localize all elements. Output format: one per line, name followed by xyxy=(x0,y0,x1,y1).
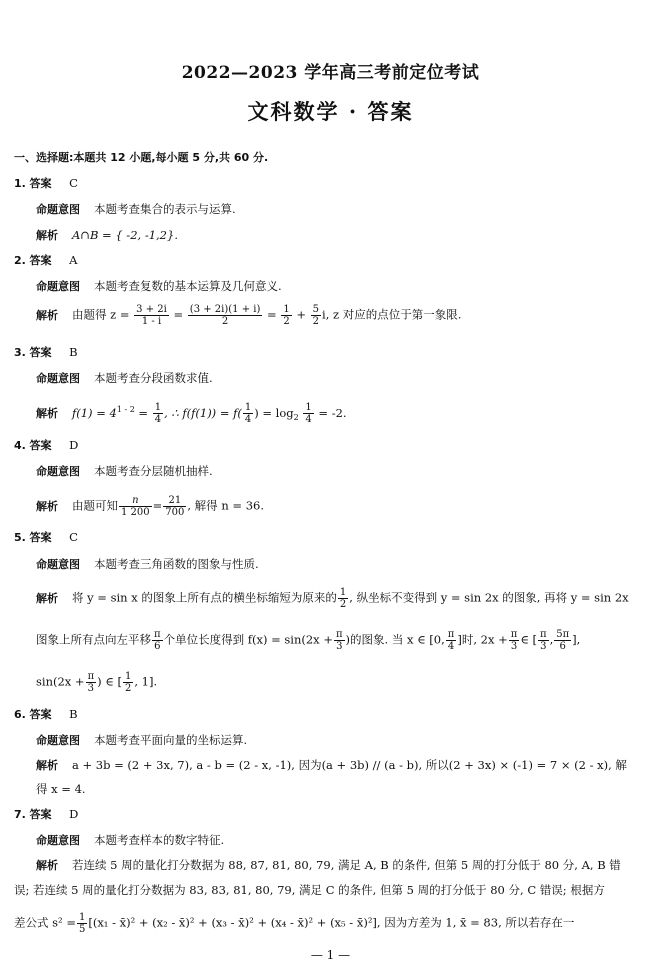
question-7-analysis-line-2: 误; 若连续 5 周的量化打分数据为 83, 83, 81, 80, 79, 满足 C 的条件, 但第 5 周的打分低于 80 分, C 错误; 根据方 xyxy=(14,883,605,897)
question-3-intent: 命题意图 本题考查分段函数求值. xyxy=(36,371,213,385)
question-1-analysis: 解析 A∩B = { -2, -1,2}. xyxy=(36,228,178,242)
question-6-intent: 命题意图 本题考查平面向量的坐标运算. xyxy=(36,733,248,747)
fraction: $\frac{3 + 2i}{1 - i}$ xyxy=(136,304,167,327)
question-5-analysis-line-1: 解析 将 y = sin x 的图象上所有点的横坐标缩短为原来的 $\frac{1}{2}$ , 纵坐标不变得到 y = sin 2x 的图象, 再将 y = sin 2x xyxy=(36,587,629,610)
fraction: $\frac{1}{2}$ xyxy=(283,304,290,327)
question-7-answer-line: 7. 答案 D xyxy=(14,807,79,821)
question-2-intent: 命题意图 本题考查复数的基本运算及几何意义. xyxy=(36,279,282,293)
question-7-intent: 命题意图 本题考查样本的数字特征. xyxy=(36,833,225,847)
answer-label: 答案 xyxy=(29,177,52,190)
page-subtitle: 文科数学 · 答案 xyxy=(247,99,414,124)
fraction: $\frac{(3 + 2i)(1 + i)}{2}$ xyxy=(189,304,261,327)
question-3-analysis: 解析 $f(1) = 4^{1 - 2}$ = $\frac{1}{4}$ , ∴ f(f(1)) = f( $\frac{1}{4}$ ) = $\log_2$ $\frac{1}{4}$ = -2. xyxy=(36,402,347,426)
fraction: $\frac{1}{4}$ xyxy=(305,402,312,426)
question-2-analysis: 解析 由题得 z = $\frac{3 + 2i}{1 - i}$ = $\frac{(3 + 2i)(1 + i)}{2}$ = $\frac{1}{2}$ + $\frac{5}{2}$ i, z 对应的点位于第一象限. xyxy=(36,304,462,327)
question-1-answer-line: 1. 答案 C xyxy=(14,176,78,190)
fraction: $\frac{\pi}{3}$ xyxy=(87,671,95,694)
question-6-analysis-line-2: 得 x = 4. xyxy=(36,782,86,796)
fraction: $\frac{n}{1 200}$ xyxy=(121,495,150,518)
question-5-answer-line: 5. 答案 C xyxy=(14,530,78,544)
fraction: $\frac{5}{2}$ xyxy=(312,304,320,327)
question-7-analysis-line-3: 差公式 s² = $\frac{1}{5}$ [(x₁ - x̄)² + (x₂ - x̄)² + (x₃ - x̄)² + (x₄ - x̄)² + (x₅ - x̄)²], 因为方差为 1, x̄ = 83, 所以若存在一 xyxy=(14,912,575,935)
question-2-answer-line: 2. 答案 A xyxy=(14,253,78,267)
question-5-analysis-line-3: sin(2x + $\frac{\pi}{3}$ ) ∈ [ $\frac{1}{2}$ , 1]. xyxy=(36,671,158,694)
fraction: $\frac{\pi}{4}$ xyxy=(447,629,455,652)
fraction: $\frac{\pi}{6}$ xyxy=(154,629,161,652)
fraction: $\frac{\pi}{3}$ xyxy=(540,629,547,652)
fraction: $\frac{\pi}{3}$ xyxy=(510,629,518,652)
question-3-answer-line: 3. 答案 B xyxy=(14,345,78,359)
fraction: $\frac{1}{2}$ xyxy=(124,671,132,694)
fraction: $\frac{1}{4}$ xyxy=(244,402,252,426)
question-6-analysis-line-1: 解析 a + 3b = (2 + 3x, 7), a - b = (2 - x, -1), 因为(a + 3b) // (a - b), 所以(2 + 3x) × (-1) = 7 × (2 - x), 解 xyxy=(36,758,627,772)
question-5-analysis-line-2: 图象上所有点向左平移 $\frac{\pi}{6}$ 个单位长度得到 f(x) = sin(2x + $\frac{\pi}{3}$ )的图象. 当 x ∈ [0, $\frac{\pi}{4}$ ]时, 2x + $\frac{\pi}{3}$ ∈ [ $\frac{\pi}{3}$ , $\frac{5\pi}{6}$ ], xyxy=(36,629,581,652)
question-4-intent: 命题意图 本题考查分层随机抽样. xyxy=(36,464,213,478)
page-number: — 1 — xyxy=(310,948,351,962)
fraction: $\frac{1}{2}$ xyxy=(339,587,347,610)
question-1-intent: 命题意图 本题考查集合的表示与运算. xyxy=(36,202,236,216)
fraction: $\frac{21}{700}$ xyxy=(165,495,185,518)
section-heading: 一、选择题:本题共 12 小题,每小题 5 分,共 60 分. xyxy=(14,151,269,164)
question-4-answer-line: 4. 答案 D xyxy=(14,438,79,452)
question-7-analysis-line-1: 解析 若连续 5 周的量化打分数据为 88, 87, 81, 80, 79, 满足 A, B 的条件, 但第 5 周的打分低于 80 分, A, B 错 xyxy=(36,858,621,872)
answer-value: C xyxy=(69,176,78,190)
question-5-intent: 命题意图 本题考查三角函数的图象与性质. xyxy=(36,557,259,571)
question-4-analysis: 解析 由题可知 $\frac{n}{1 200}$ = $\frac{21}{700}$ , 解得 n = 36. xyxy=(36,495,264,518)
fraction: $\frac{1}{5}$ xyxy=(78,912,86,935)
page-title: 2022—2023 学年高三考前定位考试 xyxy=(181,63,480,83)
question-6-answer-line: 6. 答案 B xyxy=(14,707,78,721)
fraction: $\frac{1}{4}$ xyxy=(154,402,162,426)
fraction: $\frac{5\pi}{6}$ xyxy=(556,629,570,652)
fraction: $\frac{\pi}{3}$ xyxy=(335,629,343,652)
